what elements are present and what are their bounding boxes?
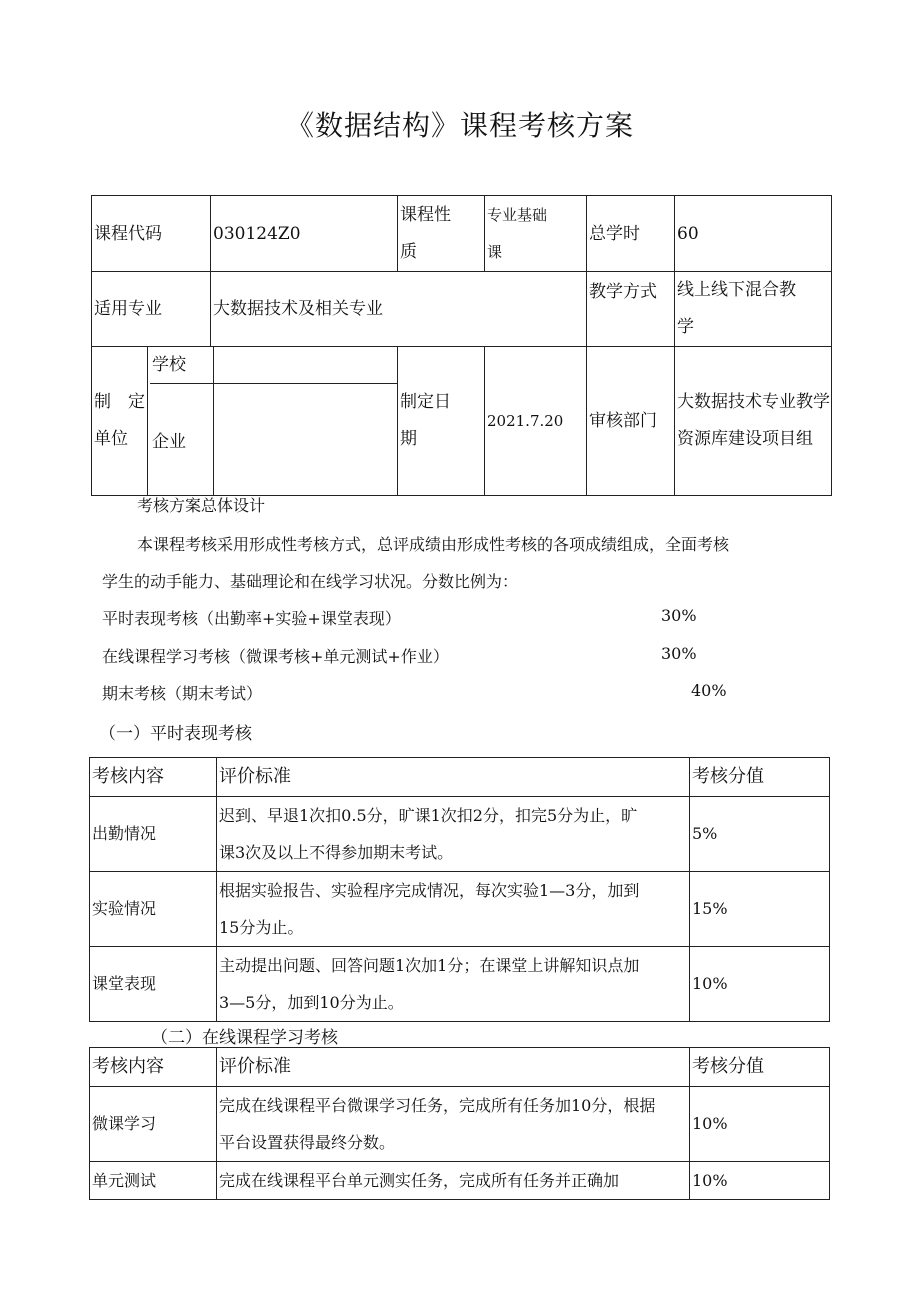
table-row [90,1162,830,1200]
row-item: 单元测试 [90,1162,217,1200]
date-label-line1: 制定日 [400,392,451,412]
row-item: 出勤情况 [90,797,217,872]
review-dept-value-line2: 资源库建设项目组 [677,429,813,449]
header-score: 考核分值 [690,1048,830,1087]
teaching-method-value-line1: 线上线下混合教 [677,280,796,300]
company-value [214,384,397,495]
attendance-assessment-table [89,757,830,1022]
row-criteria-line2: 课3次及以上不得参加期末考试。 [219,843,454,862]
unit-detail [148,347,398,496]
ratio-item-value: 30% [661,644,697,663]
teaching-method-label: 教学方式 [587,272,675,347]
row-criteria-line1: 根据实验报告、实验程序完成情况，每次实验1—3分，加到 [219,881,640,900]
total-hours-value: 60 [675,196,832,272]
row-item: 实验情况 [90,872,217,947]
row-criteria [217,1162,690,1200]
page-title: 《数据结构》课程考核方案 [285,109,634,142]
row-score: 10% [690,1087,830,1162]
review-dept-value-line1: 大数据技术专业教学 [677,392,830,412]
course-info-table [91,195,832,496]
course-code-label: 课程代码 [92,196,211,272]
header-item: 考核内容 [90,758,217,797]
row-criteria-line2: 平台设置获得最终分数。 [219,1133,396,1152]
ratio-item-label: 在线课程学习考核（微课考核+单元测试+作业） [102,647,449,666]
row-item: 微课学习 [90,1087,217,1162]
unit-label [92,347,148,496]
unit-label-line1: 制 定 [94,392,145,412]
ratio-item-label: 期末考核（期末考试） [102,684,263,703]
row-criteria-line1: 迟到、早退1次扣0.5分，旷课1次扣2分，扣完5分为止，旷 [219,806,638,825]
row-score: 10% [690,947,830,1022]
section2-heading: （二）在线课程学习考核 [151,1028,338,1048]
school-value [214,347,397,383]
row-criteria-line2: 3—5分，加到10分为止。 [219,993,404,1012]
row-criteria [217,1087,690,1162]
row-item: 课堂表现 [90,947,217,1022]
overview-paragraph-line2: 学生的动手能力、基础理论和在线学习状况。分数比例为： [102,572,519,591]
table-row [90,797,830,872]
teaching-method-value [675,272,832,347]
course-nature-label-line2: 质 [400,241,417,262]
major-label: 适用专业 [92,272,211,347]
course-nature-value-line1: 专业基础 [487,205,548,224]
ratio-item-value: 30% [661,606,697,625]
review-dept-value [675,347,832,496]
date-label [398,347,485,496]
course-code-value: 030124Z0 [211,196,398,272]
course-nature-label-line1: 课程性 [400,204,451,225]
row-criteria-line1: 主动提出问题、回答问题1次加1分；在课堂上讲解知识点加 [219,956,640,975]
total-hours-label: 总学时 [587,196,675,272]
school-label: 学校 [150,347,214,383]
unit-label-line2: 单位 [94,429,128,449]
row-criteria-line1: 完成在线课程平台微课学习任务，完成所有任务加10分，根据 [219,1096,656,1115]
course-nature-value-line2: 课 [487,242,503,261]
course-nature-label [398,196,485,272]
overview-paragraph-line1: 本课程考核采用形成性考核方式，总评成绩由形成性考核的各项成绩组成，全面考核 [137,535,730,554]
company-label: 企业 [150,384,214,495]
header-item: 考核内容 [90,1048,217,1087]
row-score: 5% [690,797,830,872]
row-criteria [217,872,690,947]
ratio-item-value: 40% [691,681,727,700]
major-value: 大数据技术及相关专业 [211,272,587,347]
row-criteria [217,797,690,872]
online-assessment-table [89,1047,830,1200]
row-score: 10% [690,1162,830,1200]
date-value: 2021.7.20 [485,347,587,496]
header-criteria: 评价标准 [217,1048,690,1087]
section1-heading: （一）平时表现考核 [99,724,252,744]
review-dept-label: 审核部门 [587,347,675,496]
date-label-line2: 期 [400,429,417,449]
header-score: 考核分值 [690,758,830,797]
row-criteria-line1: 完成在线课程平台单元测实任务，完成所有任务并正确加 [219,1170,620,1190]
overview-heading: 考核方案总体设计 [137,496,266,515]
table-row [90,1087,830,1162]
row-criteria [217,947,690,1022]
table-row [90,872,830,947]
row-criteria-line2: 15分为止。 [219,918,304,937]
row-score: 15% [690,872,830,947]
ratio-item-label: 平时表现考核（出勤率+实验+课堂表现） [102,609,401,628]
header-criteria: 评价标准 [217,758,690,797]
course-nature-value [485,196,587,272]
table-row [90,947,830,1022]
teaching-method-value-line2: 学 [677,317,694,337]
